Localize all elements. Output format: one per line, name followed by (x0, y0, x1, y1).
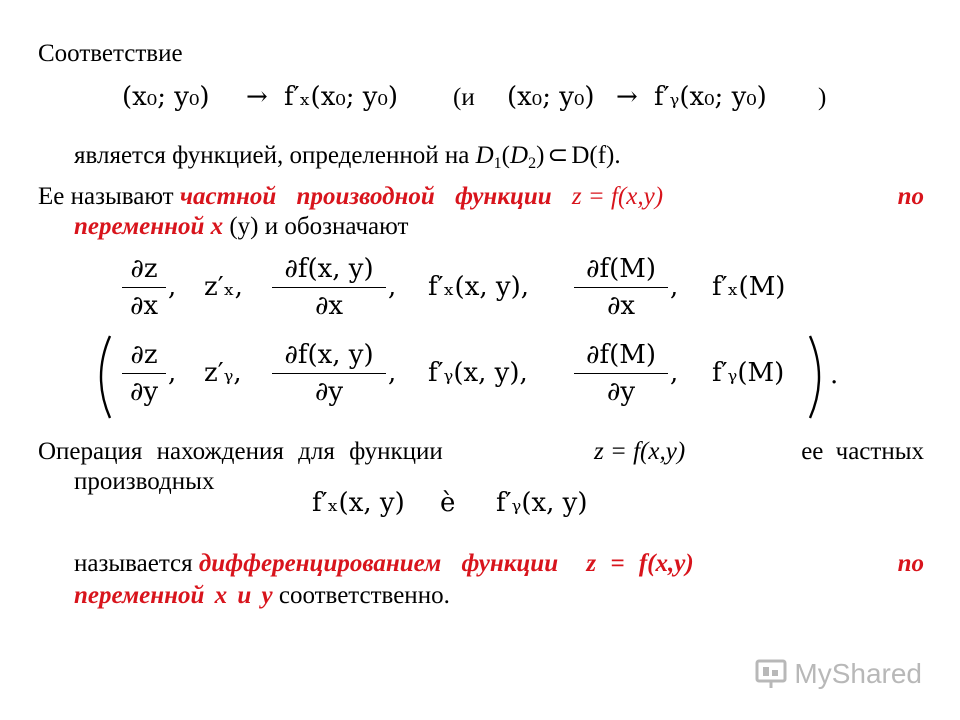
row1-fx: f′ₓ(x, y), (428, 272, 529, 302)
para2-end: ее частных (801, 438, 924, 465)
para1-line2 (74, 213, 408, 241)
defined-prefix: является функцией, определенной на (74, 142, 476, 169)
domain-d-2: D (510, 142, 529, 169)
para3-po: по (897, 550, 924, 577)
mapping-x-right: f′ₓ(x₀; y₀) (284, 82, 399, 112)
presentation-icon (754, 658, 788, 690)
para2-fy: f′ᵧ(x, y) (496, 488, 588, 518)
para1-zfx: z = f(x,y) (571, 183, 664, 210)
para1-po: по (897, 183, 924, 210)
para3-term: дифференцированием функции (198, 550, 559, 577)
row2-fym: f′ᵧ(M) (712, 358, 785, 388)
row1-zx: z′ₓ, (204, 272, 243, 302)
heading: Соответствие (38, 40, 183, 67)
mapping-y-right: f′ᵧ(x₀; y₀) (654, 82, 767, 112)
para2-zfx: z = f(x,y) (594, 438, 686, 465)
watermark (754, 658, 922, 690)
mapping-y-left: (x₀; y₀) (507, 82, 595, 112)
para1-line1 (38, 183, 924, 211)
domain-df: D(f). (571, 142, 621, 169)
para1-denote: (y) и обозначают (223, 213, 409, 240)
row2-frac-df-dy: ∂f(x, y) ∂y (272, 338, 386, 409)
para2-line2: производных (74, 468, 215, 495)
watermark-text: MyShared (794, 658, 922, 689)
big-paren-right (806, 334, 830, 420)
para2-intro: Операция нахождения для функции (38, 438, 443, 465)
para1-intro: Ее называют (38, 183, 180, 210)
domain-d: D (475, 142, 494, 169)
row2-fy: f′ᵧ(x, y), (428, 358, 528, 388)
domain-sub-1: 1 (493, 155, 502, 172)
para3-line1 (74, 550, 924, 578)
mapping-x-left: (x₀; y₀) (122, 82, 210, 112)
row2-frac-dz-dy: ∂z ∂y (122, 338, 166, 409)
para3-variables: переменной x и y (74, 582, 273, 609)
para3-zfx: z = f(x,y) (586, 550, 694, 577)
paren-and: (и (453, 84, 475, 111)
para1-variable: переменной x (74, 213, 224, 240)
row1-frac-df-dx: ∂f(x, y) ∂x (272, 252, 386, 323)
para3-line2 (74, 582, 450, 610)
row2-zy: z′ᵧ, (204, 358, 242, 388)
para2-fx: f′ₓ(x, y) (312, 488, 405, 518)
row1-frac-dz-dx: ∂z ∂x (122, 252, 166, 323)
defined-line: является функцией, определенной на $D_1(D_2)$ ⊂ D(f). (74, 142, 621, 172)
para3-intro: называется (74, 550, 199, 577)
para2-line1 (38, 438, 924, 466)
paren-close: ) (818, 84, 827, 111)
subset-symbol: ⊂ (547, 142, 569, 169)
para3-end: соответственно. (272, 582, 450, 609)
para1-term: частной производной функции (179, 183, 552, 210)
row2-frac-dfm-dy: ∂f(M) ∂y (574, 338, 668, 409)
domain-sub-2: 2 (528, 155, 537, 172)
para2-and: è (440, 488, 456, 518)
arrow-1: → (246, 82, 268, 112)
big-paren-left (90, 334, 114, 420)
row1-fxm: f′ₓ(M) (712, 272, 786, 302)
row1-frac-dfm-dx: ∂f(M) ∂x (574, 252, 668, 323)
arrow-2: → (616, 82, 638, 112)
